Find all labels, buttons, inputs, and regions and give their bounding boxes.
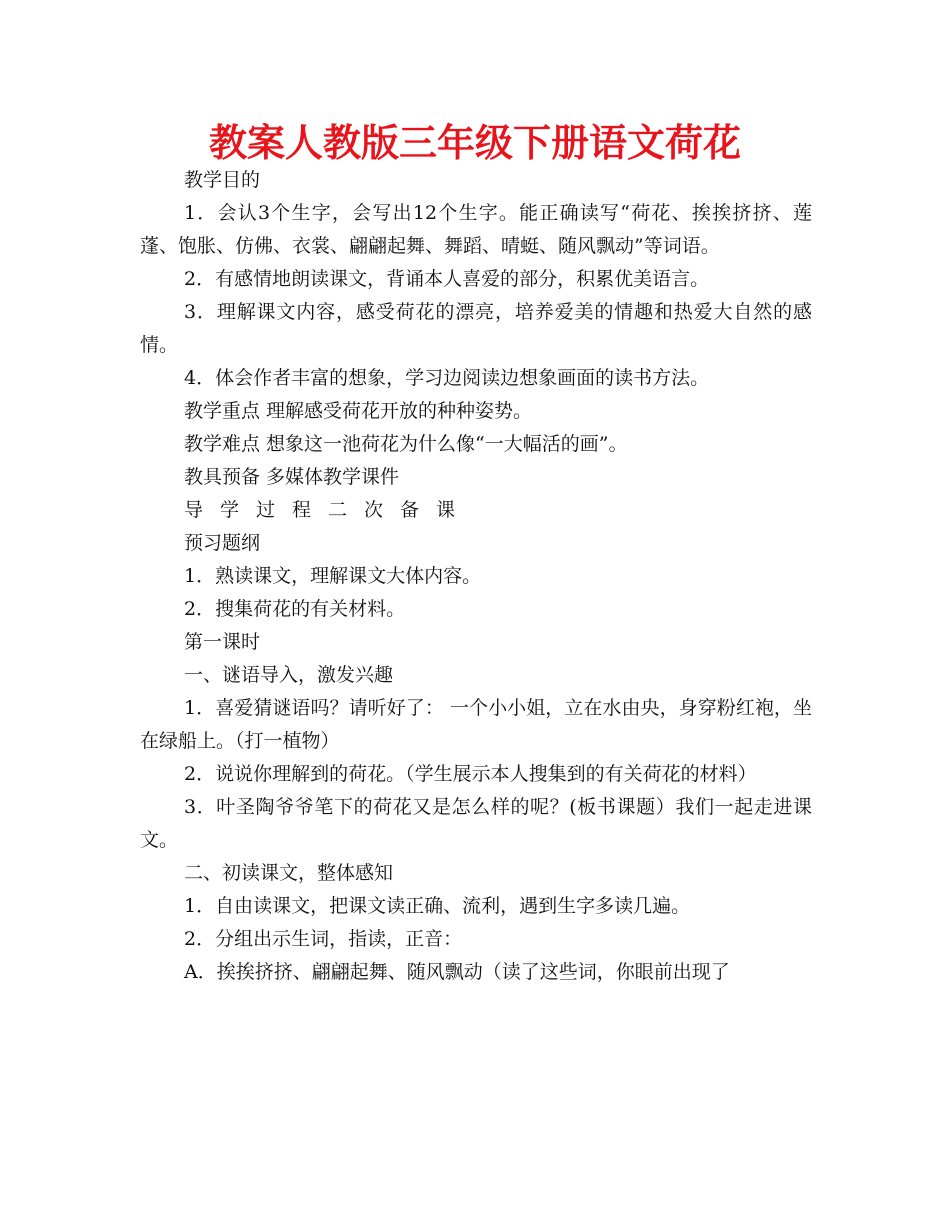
paragraph-goal-4: 4．体会作者丰富的想象，学习边阅读边想象画面的读书方法。 xyxy=(184,367,710,389)
paragraph-goal-3: 3．理解课文内容，感受荷花的漂亮，培养爱美的情趣和热爱大自然的感情。 xyxy=(140,301,812,356)
paragraph-section-2-item-2: 2．分组出示生词，指读，正音： xyxy=(184,928,463,950)
paragraph-teaching-goals-heading: 教学目的 xyxy=(184,169,261,191)
paragraph-goal-1: 1．会认3个生字，会写出12个生字。能正确读写“荷花、挨挨挤挤、莲蓬、饱胀、仿佛、衣裳、翩翩起舞、舞蹈、晴蜓、随风飘动”等词语。 xyxy=(140,202,812,257)
paragraph-section-2-item-a: A．挨挨挤挤、翩翩起舞、随风飘动（读了这些词，你眼前出现了 xyxy=(184,961,730,983)
paragraph-first-lesson: 第一课时 xyxy=(184,631,261,653)
paragraph-difficulty: 教学难点 想象这一池荷花为什么像“一大幅活的画”。 xyxy=(184,433,628,455)
paragraph-section-1: 一、谜语导入，激发兴趣 xyxy=(184,664,394,686)
paragraph-process-header: 导学过程二次备课 xyxy=(184,499,473,521)
paragraph-section-2-item-1: 1．自由读课文，把课文读正确、流利，遇到生字多读几遍。 xyxy=(184,895,691,917)
paragraph-goal-2: 2．有感情地朗读课文，背诵本人喜爱的部分，积累优美语言。 xyxy=(184,268,710,290)
paragraph-teaching-aids: 教具预备 多媒体教学课件 xyxy=(184,466,400,488)
paragraph-preview-1: 1．熟读课文，理解课文大体内容。 xyxy=(184,565,482,587)
paragraph-preview-outline: 预习题纲 xyxy=(184,532,261,554)
paragraph-section-1-item-1: 1．喜爱猜谜语吗？请听好了： 一个小小姐，立在水由央，身穿粉红袍，坐在绿船上。（打一植物） xyxy=(140,697,812,752)
paragraph-section-1-item-2: 2．说说你理解到的荷花。（学生展示本人搜集到的有关荷花的材料） xyxy=(184,763,757,785)
document-body xyxy=(140,164,812,989)
paragraph-preview-2: 2．搜集荷花的有关材料。 xyxy=(184,598,406,620)
paragraph-section-1-item-3: 3．叶圣陶爷爷笔下的荷花又是怎么样的呢？(板书课题）我们一起走进课文。 xyxy=(140,796,812,851)
paragraph-key-point: 教学重点 理解感受荷花开放的种种姿势。 xyxy=(184,400,533,422)
document-title: 教案人教版三年级下册语文荷花 xyxy=(208,121,741,165)
paragraph-section-2: 二、初读课文，整体感知 xyxy=(184,862,394,884)
